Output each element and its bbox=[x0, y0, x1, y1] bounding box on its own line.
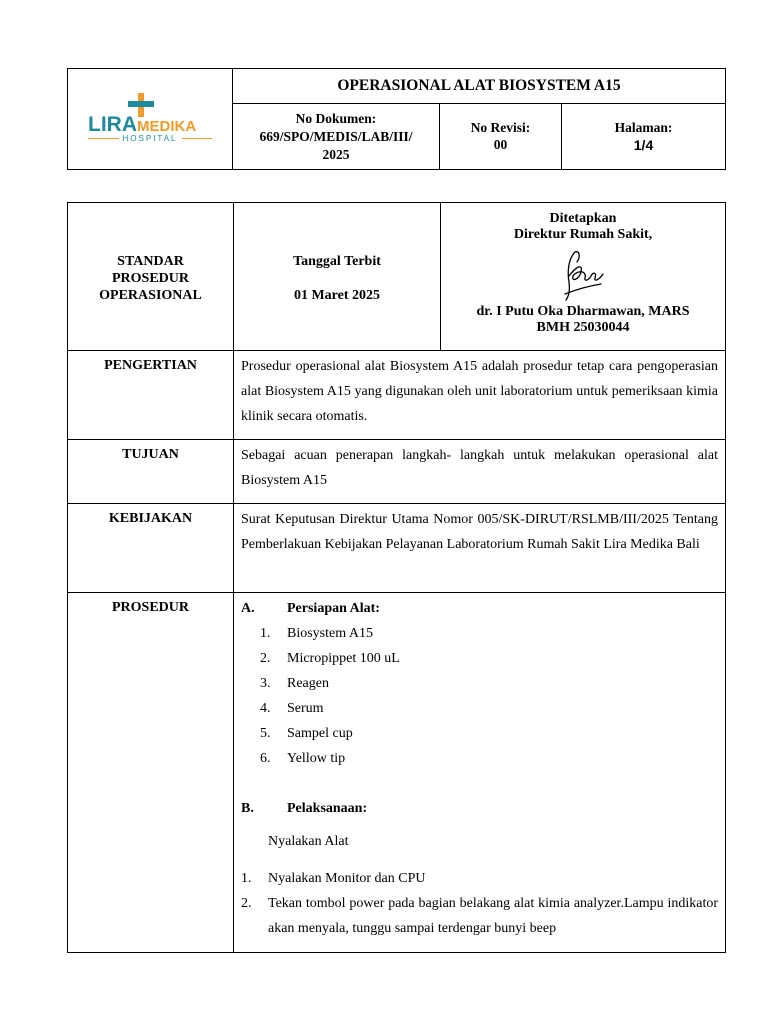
revision-cell bbox=[439, 103, 562, 170]
list-item: 2. Micropippet 100 uL bbox=[260, 651, 400, 666]
pengertian-row bbox=[67, 350, 726, 440]
list-item: 2. Tekan tombol power pada bagian belakang alat kimia analyzer.Lampu indikator akan menyala, tunggu sampai terdengar bunyi beep bbox=[241, 896, 718, 936]
bullet-item bbox=[241, 829, 718, 854]
prosedur-content bbox=[234, 593, 725, 952]
kebijakan-row bbox=[67, 503, 726, 593]
revision-label: No Revisi: bbox=[470, 120, 531, 135]
section-b-title: Pelaksanaan: bbox=[287, 801, 368, 816]
sop-type-cell bbox=[68, 203, 234, 350]
tujuan-text: Sebagai acuan penerapan langkah- langkah untuk melakukan operasional alat Biosystem A15 bbox=[241, 448, 718, 488]
sop-type-line1: STANDAR bbox=[117, 254, 184, 269]
kebijakan-text: Surat Keputusan Direktur Utama Nomor 005/SK-DIRUT/RSLMB/III/2025 Tentang Pemberlakuan Kebijakan Pelayanan Laboratorium Rumah Sakit Lira Medika Bali bbox=[241, 512, 718, 552]
section-b-heading bbox=[241, 796, 718, 821]
signer-name: dr. I Putu Oka Dharmawan, MARS bbox=[476, 304, 690, 319]
document-number-label: No Dokumen: bbox=[295, 110, 377, 126]
document-number-line1: 669/SPO/MEDIS/LAB/III/ bbox=[259, 128, 413, 144]
kebijakan-label: KEBIJAKAN bbox=[68, 504, 234, 592]
section-a-heading bbox=[241, 596, 718, 621]
logo-divider-right bbox=[182, 138, 213, 139]
section-b-letter: B. bbox=[241, 801, 254, 816]
bullet-text: Nyalakan Alat bbox=[268, 834, 349, 849]
document-title: OPERASIONAL ALAT BIOSYSTEM A15 bbox=[337, 77, 621, 94]
tujuan-row bbox=[67, 439, 726, 504]
tujuan-label: TUJUAN bbox=[68, 440, 234, 503]
issue-date-value: 01 Maret 2025 bbox=[293, 287, 381, 303]
logo-subtitle: HOSPITAL bbox=[122, 134, 178, 143]
signer-id: BMH 25030044 bbox=[536, 320, 630, 335]
approval-line2: Direktur Rumah Sakit, bbox=[513, 227, 653, 242]
steps-list bbox=[241, 866, 718, 941]
page-cell bbox=[561, 103, 726, 170]
list-item: 1. Biosystem A15 bbox=[260, 626, 373, 641]
prosedur-row bbox=[67, 592, 726, 953]
issue-date-cell bbox=[234, 203, 441, 350]
list-item: 6. Yellow tip bbox=[260, 751, 346, 766]
pengertian-text: Prosedur operasional alat Biosystem A15 adalah prosedur tetap cara pengoperasian alat Biosystem A15 yang digunakan oleh unit laboratorium untuk pemeriksaan kimia klinik secara otomatis. bbox=[241, 359, 718, 424]
hospital-logo-cell bbox=[67, 68, 233, 170]
hospital-logo bbox=[88, 93, 212, 145]
list-item: 4. Serum bbox=[260, 701, 324, 716]
approval-cell bbox=[441, 203, 725, 350]
prosedur-label: PROSEDUR bbox=[68, 593, 234, 952]
sop-type-line2: PROSEDUR bbox=[111, 271, 189, 286]
page-value: 1/4 bbox=[633, 137, 654, 153]
logo-name-part1: LIRA bbox=[88, 113, 137, 136]
sop-info-row bbox=[67, 202, 726, 351]
list-item: 1. Nyalakan Monitor dan CPU bbox=[241, 871, 426, 886]
section-a-title: Persiapan Alat: bbox=[287, 601, 380, 616]
logo-name-part2: MEDIKA bbox=[137, 118, 197, 135]
list-item: 3. Reagen bbox=[260, 676, 329, 691]
section-a-letter: A. bbox=[241, 601, 255, 616]
signature-image bbox=[561, 248, 605, 302]
revision-value: 00 bbox=[493, 137, 508, 152]
list-item: 5. Sampel cup bbox=[260, 726, 353, 741]
pengertian-label: PENGERTIAN bbox=[68, 351, 234, 439]
tools-list bbox=[260, 621, 718, 771]
approval-line1: Ditetapkan bbox=[549, 211, 617, 226]
document-title-cell bbox=[232, 68, 726, 104]
issue-date-label: Tanggal Terbit bbox=[293, 253, 381, 269]
logo-divider-left bbox=[88, 138, 119, 139]
page-label: Halaman: bbox=[614, 120, 673, 135]
document-number-cell bbox=[232, 103, 440, 170]
document-number-line2: 2025 bbox=[322, 146, 350, 162]
sop-type-line3: OPERASIONAL bbox=[99, 288, 202, 303]
